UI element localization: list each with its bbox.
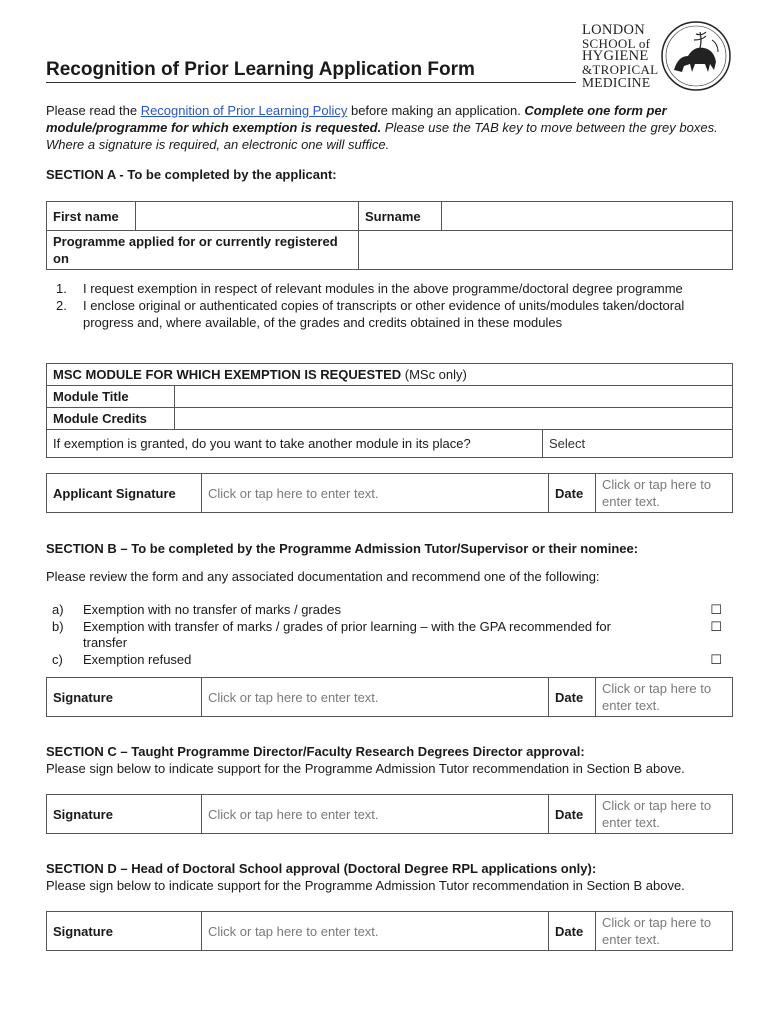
list-item — [46, 652, 722, 669]
module-heading: MSC MODULE FOR WHICH EXEMPTION IS REQUESTED — [53, 367, 402, 382]
intro-italic: Please use the TAB key to move between the grey boxes. Where a signature is required, an electronic one will suffice. — [46, 120, 718, 152]
section-b-instruction: Please review the form and any associated documentation and recommend one of the following: — [46, 569, 600, 584]
applicant-details-table — [46, 201, 733, 270]
policy-link[interactable]: Recognition of Prior Learning Policy — [140, 103, 348, 118]
date-field[interactable]: Click or tap here to enter text. — [596, 795, 733, 834]
list-text: I enclose original or authenticated copies of transcripts or other evidence of units/modules taken/doctoral progress and, where available, of the grades and credits obtained in these modules — [83, 298, 685, 330]
date-field[interactable]: Click or tap here to enter text. — [596, 678, 733, 717]
first-name-label: First name — [47, 202, 136, 231]
option-text: Exemption with transfer of marks / grades of prior learning – with the GPA recommended for transfer — [83, 618, 611, 650]
section-b-heading: SECTION B – To be completed by the Programme Admission Tutor/Supervisor or their nominee: — [46, 541, 639, 556]
date-field[interactable]: Click or tap here to enter text. — [596, 474, 733, 513]
module-exemption-table — [46, 363, 733, 458]
signature-label: Signature — [47, 795, 202, 834]
institution-logo-text — [582, 24, 658, 89]
applicant-signature-field[interactable]: Click or tap here to enter text. — [202, 474, 549, 513]
doctoral-signature-table — [46, 911, 733, 951]
replace-module-select[interactable]: Select — [543, 430, 733, 458]
module-heading-cell — [47, 364, 733, 386]
module-heading-note: (MSc only) — [401, 367, 467, 382]
applicant-signature-label: Applicant Signature — [47, 474, 202, 513]
section-d-instruction: Please sign below to indicate support for the Programme Admission Tutor recommendation in Section B above. — [46, 878, 685, 893]
applicant-signature-table — [46, 473, 733, 513]
signature-field[interactable]: Click or tap here to enter text. — [202, 795, 549, 834]
checkbox-icon[interactable]: ☐ — [710, 602, 722, 617]
module-credits-field[interactable] — [175, 408, 733, 430]
list-number: 2. — [56, 298, 67, 313]
option-text: Exemption refused — [83, 651, 192, 667]
surname-field[interactable] — [442, 202, 733, 231]
list-item — [46, 297, 726, 331]
section-a-heading: SECTION A - To be completed by the applicant: — [46, 167, 337, 182]
checkbox-icon[interactable]: ☐ — [710, 651, 722, 667]
signature-field[interactable]: Click or tap here to enter text. — [202, 912, 549, 951]
date-field[interactable]: Click or tap here to enter text. — [596, 912, 733, 951]
list-item — [46, 619, 722, 652]
crest-logo-icon — [660, 20, 732, 92]
surname-label: Surname — [359, 202, 442, 231]
programme-label: Programme applied for or currently registered on — [47, 231, 359, 270]
tutor-signature-table — [46, 677, 733, 717]
list-number: c) — [52, 651, 63, 667]
intro-text: before making an application. — [347, 103, 525, 118]
title-underline — [46, 82, 576, 83]
logo-line: SCHOOL of — [582, 36, 651, 51]
recommendation-options — [46, 602, 722, 668]
intro-paragraph — [46, 102, 726, 153]
signature-label: Signature — [47, 678, 202, 717]
signature-label: Signature — [47, 912, 202, 951]
logo-line: HYGIENE — [582, 48, 649, 64]
logo-line: &TROPICAL — [582, 62, 659, 77]
list-item — [46, 602, 722, 619]
list-number: 1. — [56, 281, 67, 296]
date-label: Date — [549, 678, 596, 717]
section-d-heading: SECTION D – Head of Doctoral School approval (Doctoral Degree RPL applications only): — [46, 861, 597, 876]
signature-field[interactable]: Click or tap here to enter text. — [202, 678, 549, 717]
section-c-heading: SECTION C – Taught Programme Director/Faculty Research Degrees Director approval: — [46, 744, 585, 759]
logo-line: MEDICINE — [582, 75, 651, 90]
module-title-field[interactable] — [175, 386, 733, 408]
module-credits-label: Module Credits — [47, 408, 175, 430]
intro-text: Please read the — [46, 103, 141, 118]
programme-field[interactable] — [359, 231, 733, 270]
declaration-list — [46, 280, 726, 331]
page-title: Recognition of Prior Learning Application Form — [46, 59, 475, 80]
director-signature-table — [46, 794, 733, 834]
checkbox-icon[interactable]: ☐ — [710, 618, 722, 634]
list-text: I request exemption in respect of relevant modules in the above programme/doctoral degree programme — [83, 281, 683, 296]
list-item — [46, 280, 726, 297]
replace-module-question: If exemption is granted, do you want to take another module in its place? — [47, 430, 543, 458]
module-title-label: Module Title — [47, 386, 175, 408]
list-number: a) — [52, 602, 64, 617]
date-label: Date — [549, 795, 596, 834]
list-number: b) — [52, 618, 64, 634]
option-text: Exemption with no transfer of marks / grades — [83, 602, 341, 617]
intro-emphasis: Complete one form per module/programme for which exemption is requested. — [46, 103, 667, 135]
section-c-instruction: Please sign below to indicate support for the Programme Admission Tutor recommendation in Section B above. — [46, 761, 685, 776]
logo-line: LONDON — [582, 22, 646, 38]
first-name-field[interactable] — [136, 202, 359, 231]
date-label: Date — [549, 474, 596, 513]
date-label: Date — [549, 912, 596, 951]
